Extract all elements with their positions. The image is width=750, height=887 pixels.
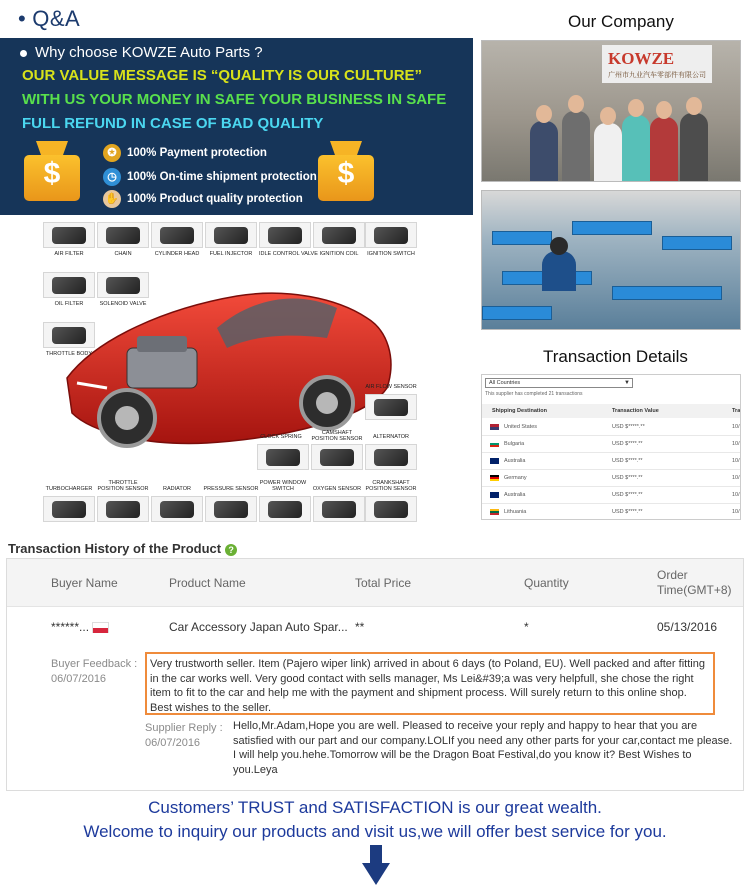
dollar-sign: $ (43, 157, 61, 190)
why-choose-banner (0, 38, 473, 215)
dollar-sign: $ (337, 157, 355, 190)
refund-message: FULL REFUND IN CASE OF BAD QUALITY (22, 115, 324, 132)
country-filter-value: All Countries (489, 380, 521, 386)
part-air-flow-sensor (365, 394, 417, 420)
value-message: OUR VALUE MESSAGE IS “QUALITY IS OUR CULTURE” (22, 67, 423, 84)
col-shipping-destination: Shipping Destination (492, 408, 547, 414)
quality-protection (103, 190, 303, 208)
table-row: United States USD $*****.** 10/ (482, 419, 740, 436)
why-choose-heading (20, 44, 263, 61)
part-pressure-sensor (205, 496, 257, 522)
part-label: PRESSURE SENSOR (203, 486, 259, 492)
part-label: POWER WINDOW SWITCH (259, 480, 307, 492)
part-air-filter (43, 222, 95, 248)
part-label: AIR FILTER (54, 251, 84, 257)
buyer-feedback-text: Very trustworth seller. Item (Pajero wiper link) arrived in about 6 days (to Poland, EU). Well packed and after fitting in the car works well. Very good contact with sells manager, Ms Lei&#39;a was very helpfull, she chose the right item to fit to the car and help me with the payment and shipment process. Will surely return to this online shop. Best wishes to the seller. (145, 652, 715, 715)
country-filter-select[interactable] (485, 378, 633, 388)
part-label: AIR FLOW SENSOR (365, 384, 417, 390)
transaction-history-title-text: Transaction History of the Product (8, 541, 222, 556)
money-bag-icon (314, 141, 378, 201)
quantity: * (524, 620, 529, 634)
arrow-down-icon (362, 845, 390, 885)
part-label: OIL FILTER (54, 301, 84, 307)
supplier-reply-date: 06/07/2016 (145, 737, 201, 749)
kowze-logo-subtitle: 广州市九业汽车零部件有限公司 (608, 72, 706, 79)
part-crankshaft-position-sensor (365, 496, 417, 522)
table-row: Lithuania USD $****.** 10/ (482, 504, 740, 520)
col-transaction-date: Tra (732, 408, 741, 414)
table-row: Germany USD $****.** 10/ (482, 470, 740, 487)
table-row: Australia USD $****.** 10/ (482, 453, 740, 470)
part-label: FUEL INJECTOR (209, 251, 253, 257)
col-total-price: Total Price (355, 576, 412, 590)
col-buyer-name: Buyer Name (51, 576, 118, 590)
part-label: CAMSHAFT POSITION SENSOR (311, 430, 363, 442)
qa-title-text: Q&A (32, 6, 81, 31)
part-oxygen-sensor (313, 496, 365, 522)
col-order-time: Order Time(GMT+8) (657, 568, 732, 597)
why-choose-text: Why choose KOWZE Auto Parts ? (35, 44, 263, 61)
part-oil-filter (43, 272, 95, 298)
supplier-reply-label: Supplier Reply : 06/07/2016 (145, 722, 223, 749)
transaction-details-title: Transaction Details (543, 347, 688, 366)
part-label: SOLENOID VALVE (99, 301, 147, 307)
help-icon[interactable]: ? (225, 544, 237, 556)
poland-flag-icon (92, 622, 109, 633)
transaction-table-header (482, 404, 740, 418)
part-ignition-switch (365, 222, 417, 248)
welcome-message: Welcome to inquiry our products and visit us,we will offer best service for you. (83, 822, 667, 841)
buyer-feedback-label: Buyer Feedback : 06/07/2016 (51, 658, 138, 685)
transaction-history-table (6, 558, 744, 791)
product-name-link[interactable]: Car Accessory Japan Auto Spar... (169, 620, 348, 634)
shipment-protection-text: 100% On-time shipment protection (127, 171, 317, 184)
part-throttle-body (43, 322, 95, 348)
part-chain (97, 222, 149, 248)
factory-photo (481, 190, 741, 330)
clock-icon: ◷ (103, 168, 121, 186)
part-radiator (151, 496, 203, 522)
col-product-name: Product Name (169, 576, 246, 590)
part-solenoid-valve (97, 272, 149, 298)
handshake-icon: ✋ (103, 190, 121, 208)
kowze-logo: KOWZE (608, 49, 675, 68)
our-company-title: Our Company (568, 12, 674, 31)
part-label: CHAIN (114, 251, 132, 257)
trust-message: Customers’ TRUST and SATISFACTION is our great wealth. (148, 798, 602, 817)
car-illustration (37, 218, 419, 524)
buyer-feedback-date: 06/07/2016 (51, 673, 107, 685)
qa-heading (18, 6, 80, 32)
part-label: IDLE CONTROL VALVE (259, 251, 318, 257)
history-table-header (7, 559, 743, 607)
order-date: 05/13/2016 (657, 620, 718, 634)
quality-protection-text: 100% Product quality protection (127, 193, 303, 206)
money-bag-icon (20, 141, 84, 201)
transaction-details-table (481, 374, 741, 520)
col-transaction-value: Transaction Value (612, 408, 659, 414)
part-clock-spring (257, 444, 309, 470)
medal-icon: ✪ (103, 144, 121, 162)
part-cylinder-head (151, 222, 203, 248)
part-label: CLOCK SPRING (260, 434, 302, 440)
qa-bullet: • (18, 6, 27, 31)
transaction-history-title (8, 541, 237, 556)
payment-protection (103, 144, 267, 162)
part-label: THROTTLE BODY (45, 351, 93, 357)
part-fuel-injector (205, 222, 257, 248)
part-camshaft-position-sensor (311, 444, 363, 470)
table-row: Bulgaria USD $****.** 10/ (482, 436, 740, 453)
part-label: OXYGEN SENSOR (312, 486, 362, 492)
part-label: CYLINDER HEAD (154, 251, 200, 257)
col-quantity: Quantity (524, 576, 569, 590)
company-team-photo (481, 40, 741, 182)
total-price: ** (355, 620, 365, 634)
car-parts-diagram (37, 218, 419, 524)
part-power-window-switch (259, 496, 311, 522)
bullet-icon (20, 50, 27, 57)
part-turbocharger (43, 496, 95, 522)
part-alternator (365, 444, 417, 470)
part-ignition-coil (313, 222, 365, 248)
part-label: IGNITION SWITCH (367, 251, 415, 257)
part-label: THROTTLE POSITION SENSOR (97, 480, 149, 492)
shipment-protection (103, 168, 317, 186)
part-label: TURBOCHARGER (45, 486, 93, 492)
part-label: IGNITION COIL (319, 251, 359, 257)
part-label: ALTERNATOR (372, 434, 410, 440)
table-row: Australia USD $****.** 10/ (482, 487, 740, 504)
chevron-down-icon: ▼ (624, 380, 630, 386)
part-idle-control-valve (259, 222, 311, 248)
part-throttle-position-sensor (97, 496, 149, 522)
part-label: CRANKSHAFT POSITION SENSOR (365, 480, 417, 492)
transactions-note: This supplier has completed 21 transactions (485, 391, 583, 397)
money-safe-message: WITH US YOUR MONEY IN SAFE YOUR BUSINESS IN SAFE (22, 91, 447, 108)
supplier-reply-text: Hello,Mr.Adam,Hope you are well. Pleased to receive your reply and happy to hear that you are satisfied with our part and our company.LOLIf you need any other parts for your car,contact me please. I will help you.hehe.Tomorrow will be the Dragon Boat Festival,do you know it? Best Wishes to you.Leya (233, 720, 733, 776)
buyer-name: ******... (51, 620, 90, 634)
part-label: RADIATOR (163, 486, 191, 492)
payment-protection-text: 100% Payment protection (127, 147, 267, 160)
